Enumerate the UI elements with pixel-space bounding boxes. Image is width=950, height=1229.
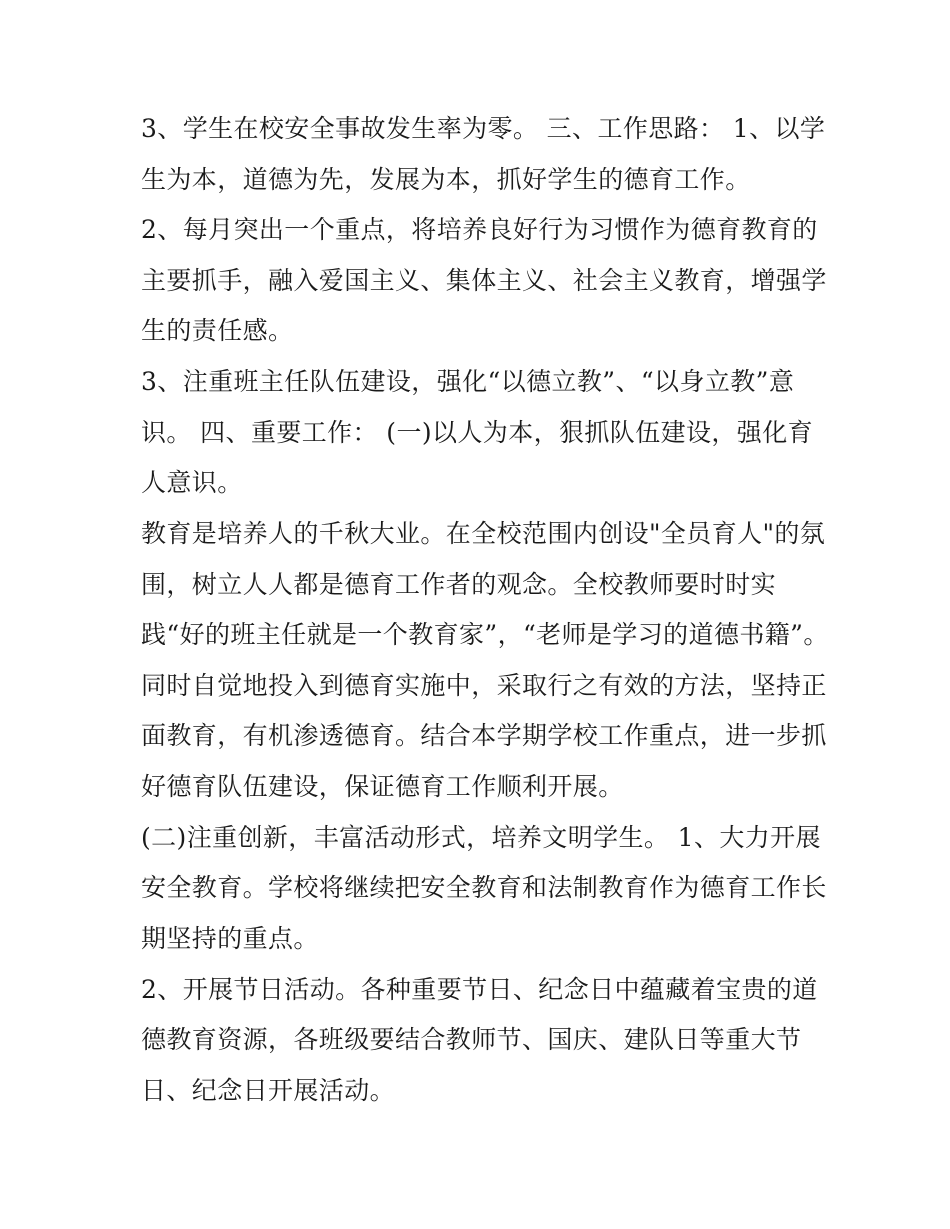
text-line-10: 围，树立人人都是德育工作者的观念。全校教师要时时实 (141, 570, 777, 599)
text-line-20: 日、纪念日开展活动。 (141, 1076, 396, 1105)
text-line-16: 安全教育。学校将继续把安全教育和法制教育作为德育工作长 (141, 873, 827, 902)
text-line-9: 教育是培养人的千秋大业。在全校范围内创设"全员育人"的氛 (141, 519, 826, 548)
text-line-2: 生为本，道德为先，发展为本，抓好学生的德育工作。 (141, 165, 751, 194)
text-line-3: 2、每月突出一个重点，将培养良好行为习惯作为德育教育的 (141, 215, 818, 244)
text-line-12: 同时自觉地投入到德育实施中，采取行之有效的方法，坚持正 (141, 671, 827, 700)
text-line-17: 期坚持的重点。 (141, 924, 319, 953)
text-line-18: 2、开展节日活动。各种重要节日、纪念日中蕴藏着宝贵的道 (141, 975, 818, 1004)
text-line-1: 3、学生在校安全事故发生率为零。 三、工作思路： 1、以学 (141, 114, 826, 143)
text-line-14: 好德育队伍建设，保证德育工作顺利开展。 (141, 772, 624, 801)
text-line-8: 人意识。 (141, 468, 243, 497)
text-line-6: 3、注重班主任队伍建设，强化“以德立教”、“以身立教”意 (141, 367, 795, 396)
text-line-13: 面教育，有机渗透德育。结合本学期学校工作重点，进一步抓 (141, 721, 827, 750)
text-line-19: 德教育资源，各班级要结合教师节、国庆、建队日等重大节 (141, 1025, 802, 1054)
text-line-4: 主要抓手，融入爱国主义、集体主义、社会主义教育，增强学 (141, 266, 827, 295)
text-line-5: 生的责任感。 (141, 316, 294, 345)
text-line-15: (二)注重创新，丰富活动形式，培养文明学生。 1、大力开展 (141, 823, 821, 852)
text-line-11: 践“好的班主任就是一个教育家”，“老师是学习的道德书籍”。 (141, 620, 829, 649)
text-line-7: 识。 四、重要工作： (一)以人为本，狠抓队伍建设，强化育 (141, 418, 814, 447)
